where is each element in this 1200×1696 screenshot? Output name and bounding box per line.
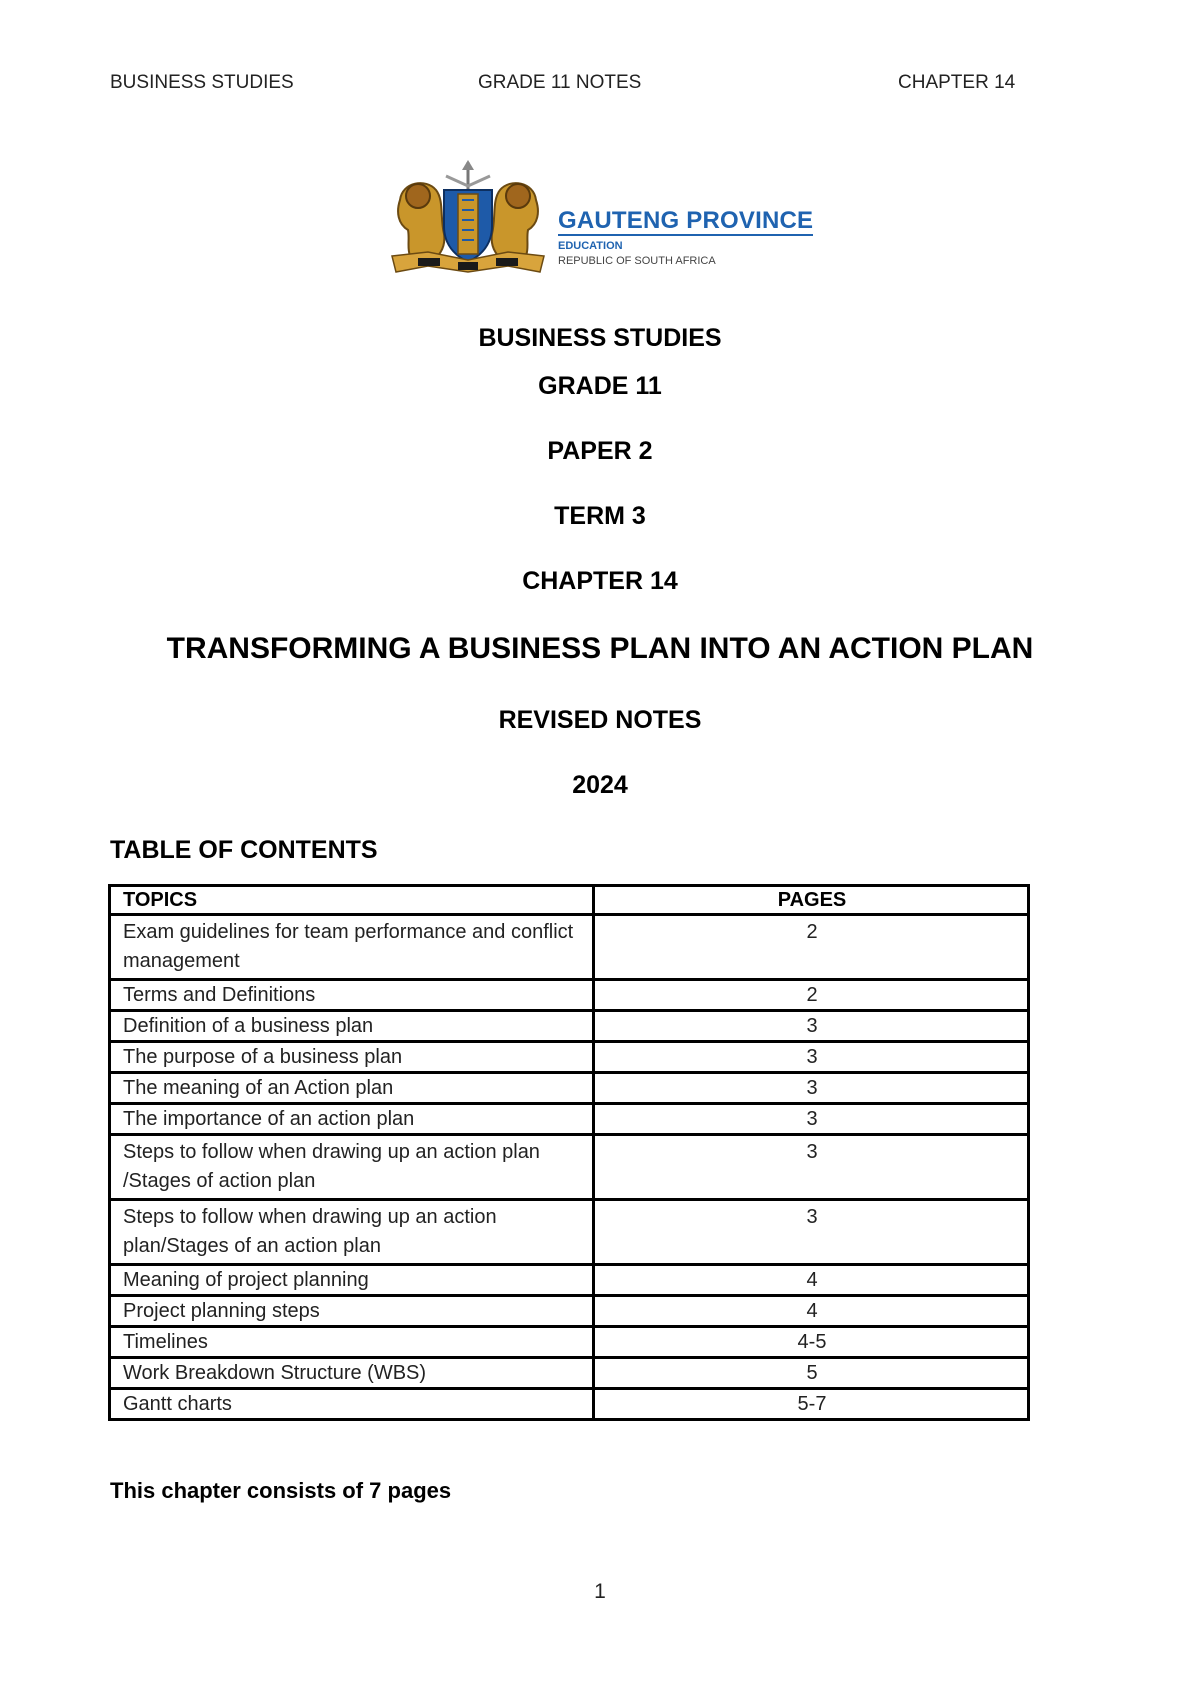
toc-pages: 4 xyxy=(594,1265,1029,1296)
toc-topic: Gantt charts xyxy=(110,1389,594,1420)
table-row xyxy=(110,915,1029,980)
gauteng-education-logo xyxy=(388,160,828,275)
page-number: 1 xyxy=(594,1580,606,1603)
table-row xyxy=(110,1358,1029,1389)
toc-topic: Steps to follow when drawing up an action plan /Stages of action plan xyxy=(110,1135,594,1200)
toc-pages: 4 xyxy=(594,1296,1029,1327)
logo-country: REPUBLIC OF SOUTH AFRICA xyxy=(558,255,716,267)
toc-pages: 3 xyxy=(594,1011,1029,1042)
title-paper: PAPER 2 xyxy=(547,437,653,465)
table-row xyxy=(110,1327,1029,1358)
toc-topic: The purpose of a business plan xyxy=(110,1042,594,1073)
header-subject: BUSINESS STUDIES xyxy=(110,72,294,93)
chapter-page-count-note: This chapter consists of 7 pages xyxy=(110,1478,452,1503)
toc-pages: 5-7 xyxy=(594,1389,1029,1420)
title-revised-notes: REVISED NOTES xyxy=(498,706,702,734)
logo-province-name: GAUTENG PROVINCE xyxy=(558,207,814,234)
toc-pages: 3 xyxy=(594,1073,1029,1104)
toc-pages: 2 xyxy=(594,915,1029,980)
title-term: TERM 3 xyxy=(554,502,646,530)
toc-topic: Exam guidelines for team performance and conflict management xyxy=(110,915,594,980)
table-row xyxy=(110,1296,1029,1327)
title-subject: BUSINESS STUDIES xyxy=(478,324,722,352)
toc-pages: 3 xyxy=(594,1200,1029,1265)
table-row xyxy=(110,1011,1029,1042)
toc-pages: 4-5 xyxy=(594,1327,1029,1358)
table-row xyxy=(110,1042,1029,1073)
coat-of-arms-icon xyxy=(388,160,548,275)
toc-column-pages: PAGES xyxy=(594,886,1029,915)
title-grade: GRADE 11 xyxy=(538,372,662,400)
document-main-title: TRANSFORMING A BUSINESS PLAN INTO AN ACTION PLAN xyxy=(166,632,1034,665)
toc-header-row xyxy=(110,886,1029,915)
title-year: 2024 xyxy=(572,771,628,799)
toc-heading: TABLE OF CONTENTS xyxy=(110,836,378,864)
table-row xyxy=(110,1135,1029,1200)
toc-pages: 3 xyxy=(594,1135,1029,1200)
title-chapter: CHAPTER 14 xyxy=(522,567,678,595)
table-row xyxy=(110,1200,1029,1265)
toc-topic: Meaning of project planning xyxy=(110,1265,594,1296)
toc-topic: Timelines xyxy=(110,1327,594,1358)
logo-department: EDUCATION xyxy=(558,240,623,252)
header-grade: GRADE 11 NOTES xyxy=(478,72,642,93)
table-row xyxy=(110,1073,1029,1104)
table-row xyxy=(110,980,1029,1011)
toc-pages: 3 xyxy=(594,1042,1029,1073)
toc-pages: 5 xyxy=(594,1358,1029,1389)
table-row xyxy=(110,1265,1029,1296)
header-chapter: CHAPTER 14 xyxy=(898,72,1016,93)
toc-topic: Steps to follow when drawing up an action plan/Stages of an action plan xyxy=(110,1200,594,1265)
toc-pages: 2 xyxy=(594,980,1029,1011)
toc-topic: Work Breakdown Structure (WBS) xyxy=(110,1358,594,1389)
table-row xyxy=(110,1104,1029,1135)
toc-topic: Terms and Definitions xyxy=(110,980,594,1011)
toc-table xyxy=(108,884,1030,1421)
toc-topic: The meaning of an Action plan xyxy=(110,1073,594,1104)
table-row xyxy=(110,1389,1029,1420)
toc-topic: Definition of a business plan xyxy=(110,1011,594,1042)
toc-column-topics: TOPICS xyxy=(110,886,594,915)
toc-topic: The importance of an action plan xyxy=(110,1104,594,1135)
toc-pages: 3 xyxy=(594,1104,1029,1135)
toc-topic: Project planning steps xyxy=(110,1296,594,1327)
